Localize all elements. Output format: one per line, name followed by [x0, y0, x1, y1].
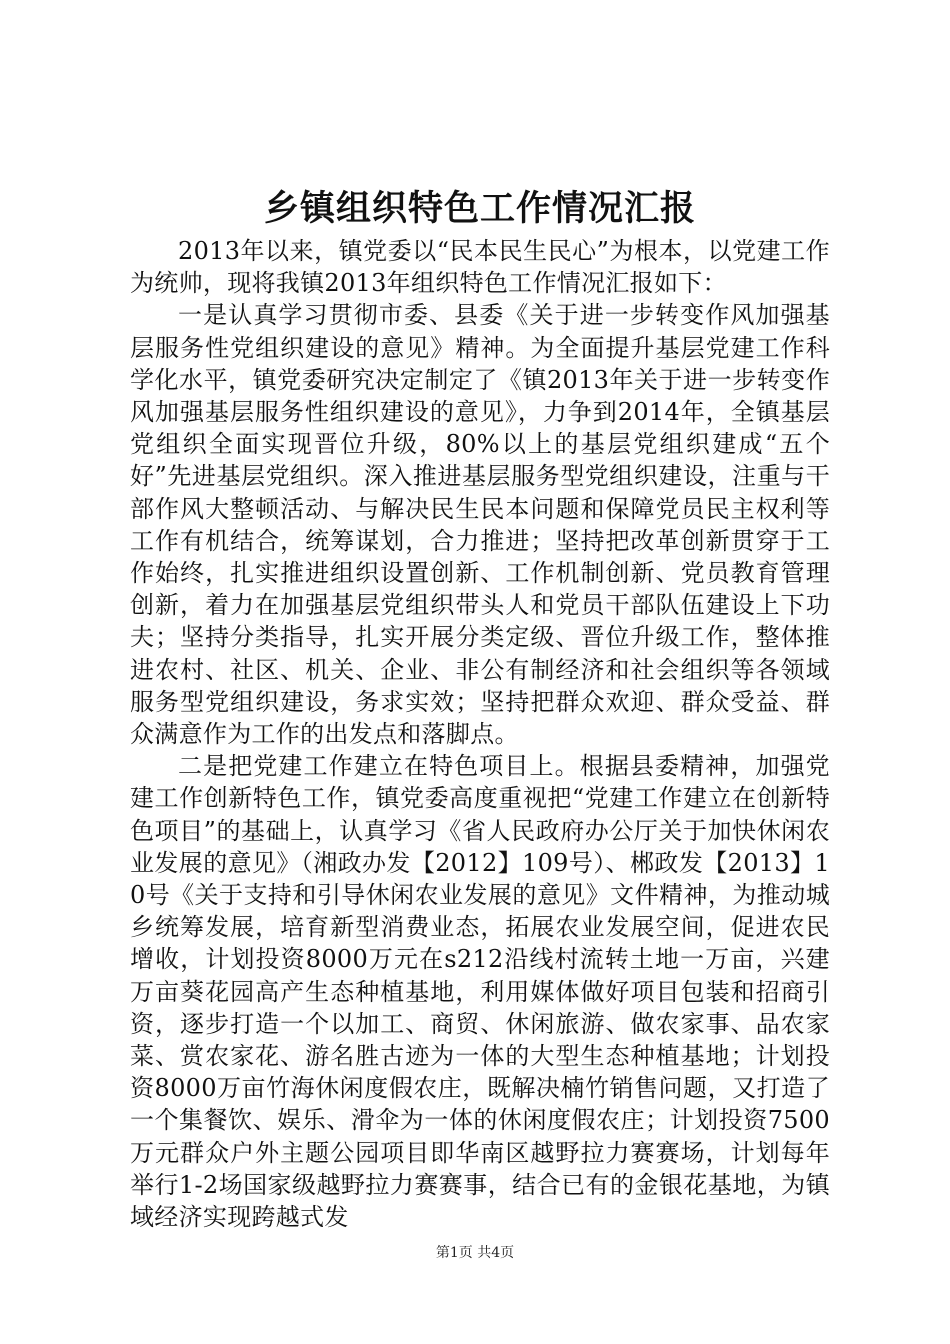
paragraph-point-one: 一是认真学习贯彻市委、县委《关于进一步转变作风加强基层服务性党组织建设的意见》精神。为全面提升基层党建工作科学化水平，镇党委研究决定制定了《镇2013年关于进一步转变作风加强基层服务性组织建设的意见》，力争到2014年，全镇基层党组织全面实现晋位升级，80%以上的基层党组织建成“五个好”先进基层党组织。深入推进基层服务型党组织建设，注重与干部作风大整顿活动、与解决民生民本问题和保障党员民主权利等工作有机结合，统筹谋划，合力推进；坚持把改革创新贯穿于工作始终，扎实推进组织设置创新、工作机制创新、党员教育管理创新，着力在加强基层党组织带头人和党员干部队伍建设上下功夫；坚持分类指导，扎实开展分类定级、晋位升级工作，整体推进农村、社区、机关、企业、非公有制经济和社会组织等各领域服务型党组织建设，务求实效；坚持把群众欢迎、群众受益、群众满意作为工作的出发点和落脚点。: [130, 301, 830, 749]
document-body: [130, 235, 830, 1233]
page-footer: [0, 1243, 950, 1263]
paragraph-intro: 2013年以来，镇党委以“民本民生民心”为根本，以党建工作为统帅，现将我镇2013年组织特色工作情况汇报如下：: [130, 237, 830, 298]
document-title: 乡镇组织特色工作情况汇报: [263, 188, 696, 229]
paragraph-point-two: 二是把党建工作建立在特色项目上。根据县委精神，加强党建工作创新特色工作，镇党委高度重视把“党建工作建立在创新特色项目”的基础上，认真学习《省人民政府办公厅关于加快休闲农业发展的意见》（湘政办发【2012】109号）、郴政发【2013】10号《关于支持和引导休闲农业发展的意见》文件精神，为推动城乡统筹发展，培育新型消费业态，拓展农业发展空间，促进农民增收，计划投资8000万元在s212沿线村流转土地一万亩，兴建万亩葵花园高产生态种植基地，利用媒体做好项目包装和招商引资，逐步打造一个以加工、商贸、休闲旅游、做农家事、品农家菜、赏农家花、游名胜古迹为一体的大型生态种植基地；计划投资8000万亩竹海休闲度假农庄，既解决楠竹销售问题，又打造了一个集餐饮、娱乐、滑伞为一体的休闲度假农庄；计划投资7500万元群众户外主题公园项目即华南区越野拉力赛赛场，计划每年举行1-2场国家级越野拉力赛赛事，结合已有的金银花基地，为镇域经济实现跨越式发: [130, 752, 830, 1232]
page-indicator: 第1页 共4页: [435, 1245, 515, 1261]
